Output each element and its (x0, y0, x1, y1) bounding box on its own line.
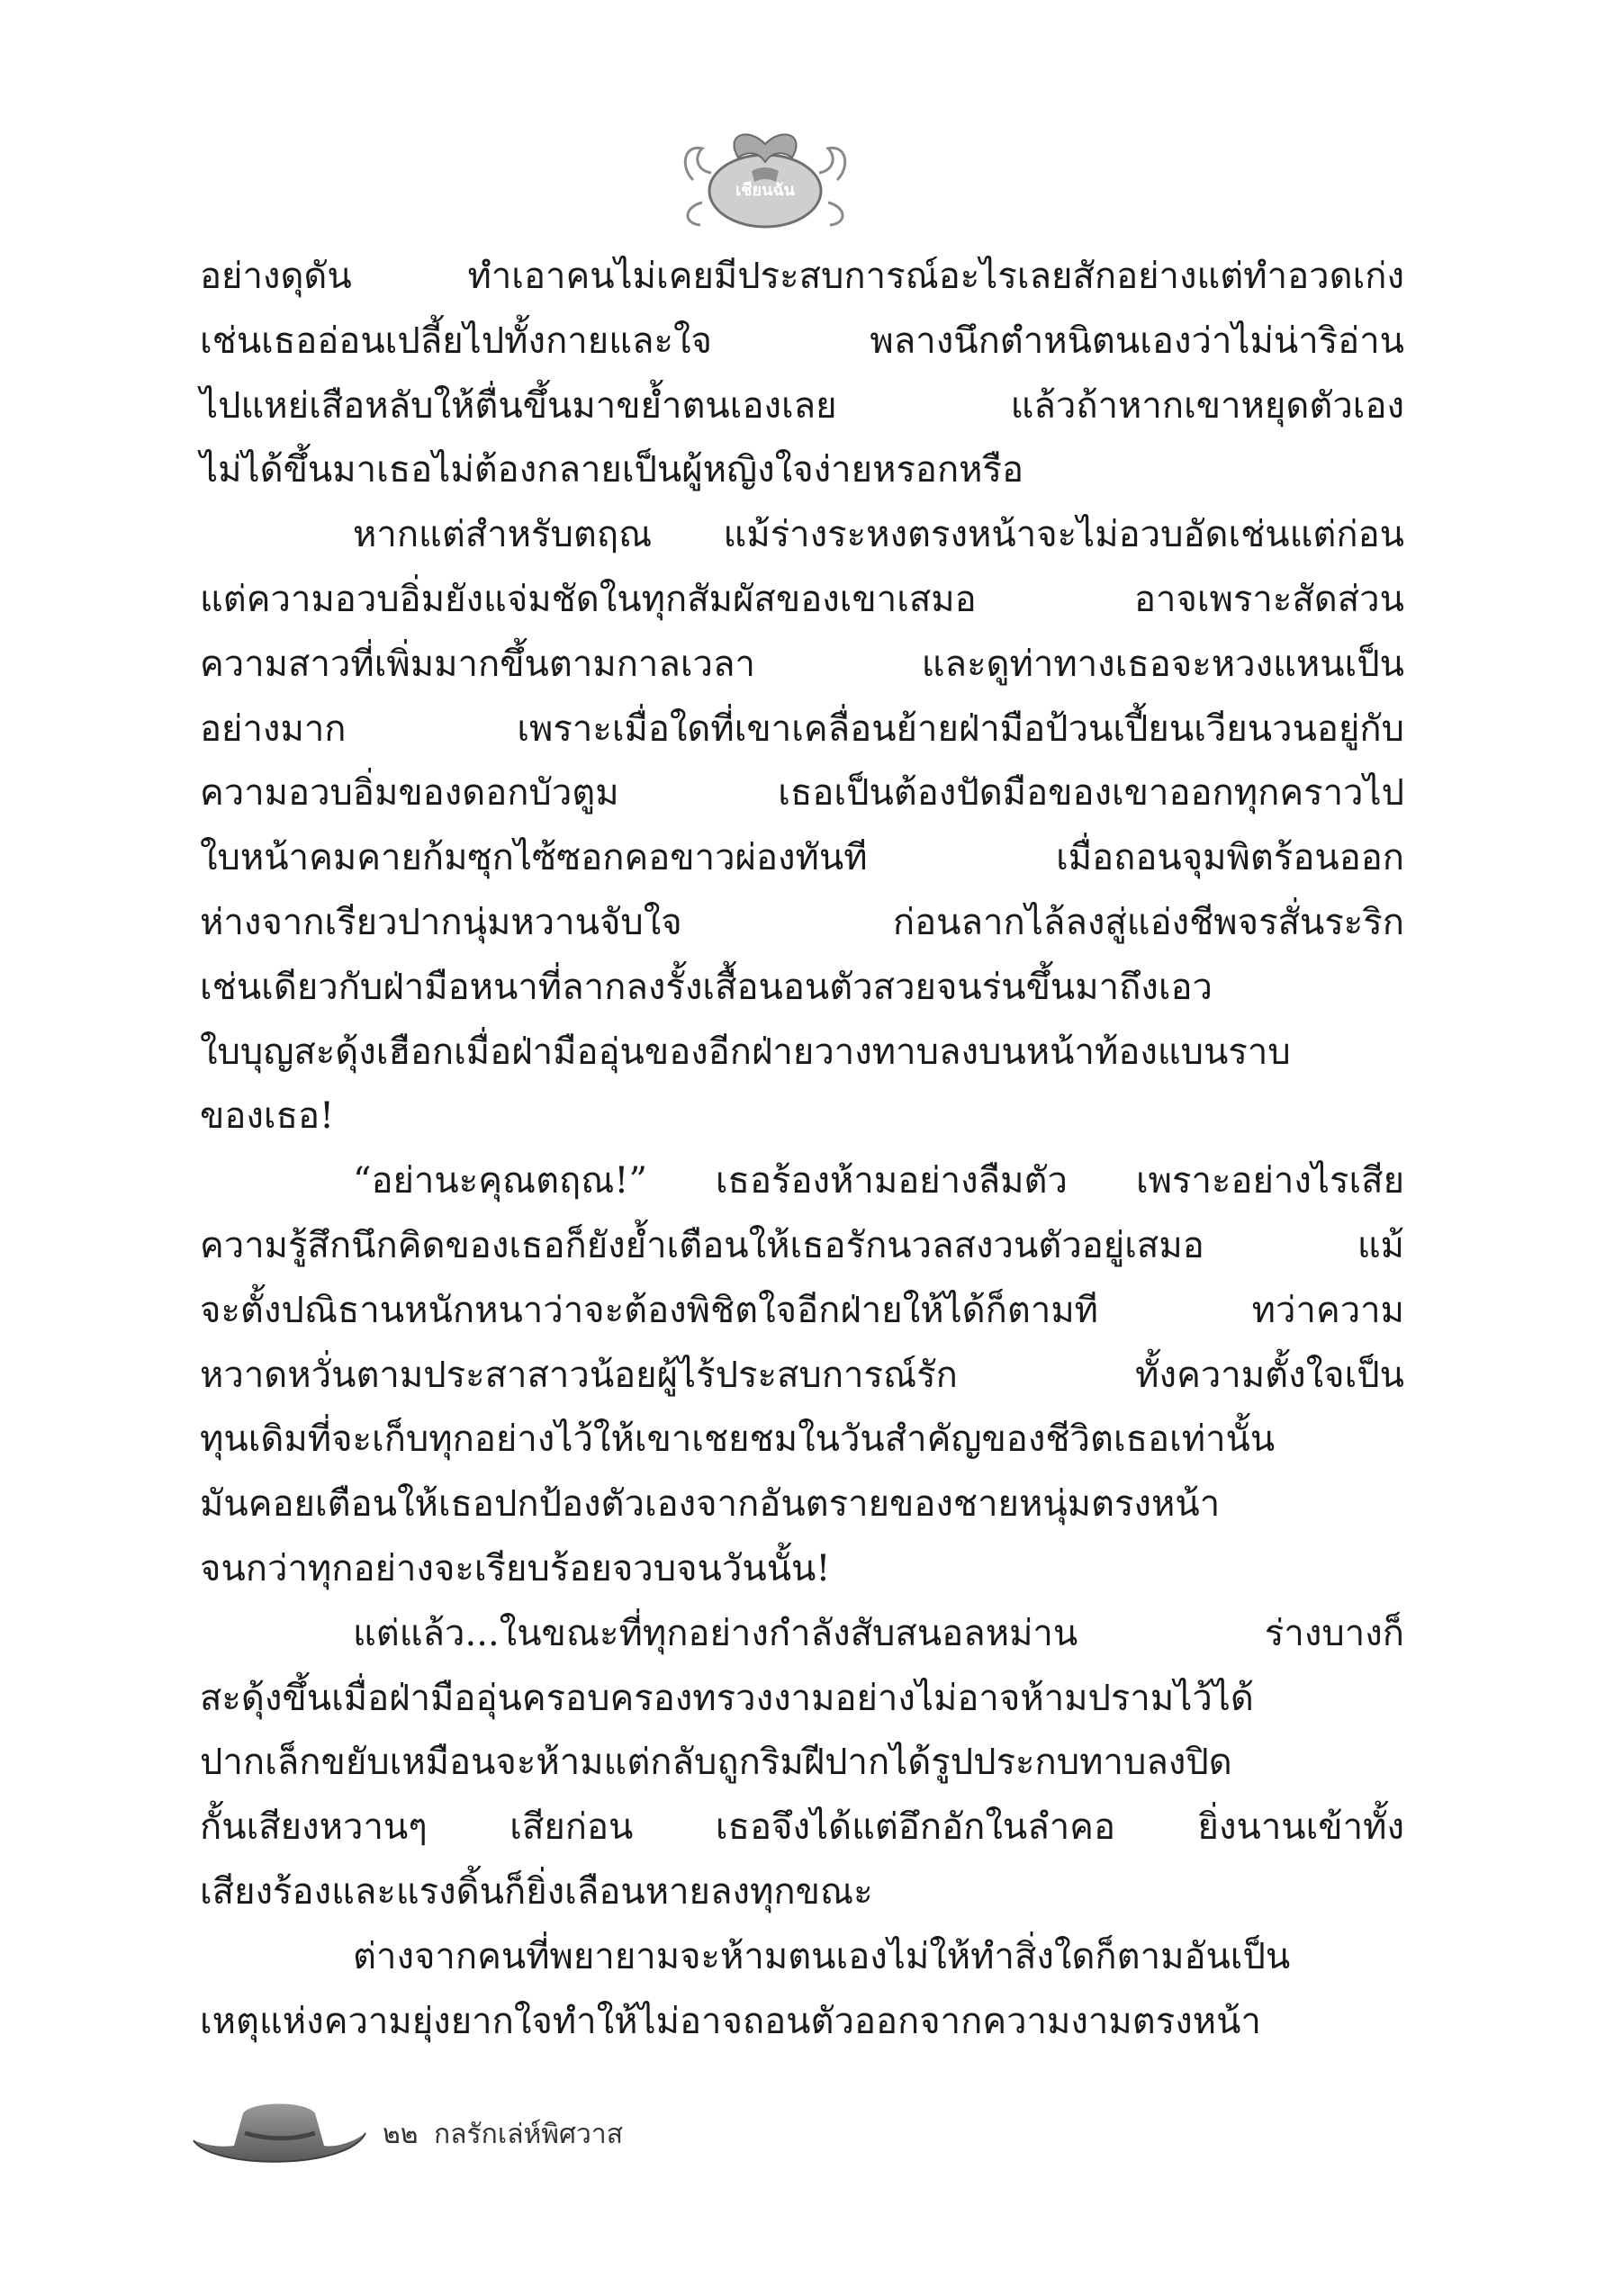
text-line: ความรู้สึกนึกคิดของเธอก็ยังย้ำเตือนให้เธอรักนวลสงวนตัวอยู่เสมอ แม้ (200, 1224, 1404, 1266)
paragraph (200, 503, 1404, 1149)
text-line: ใบบุญสะดุ้งเฮือกเมื่อฝ่ามืออุ่นของอีกฝ่ายวางทาบลงบนหน้าท้องแบนราบ (200, 1031, 1291, 1073)
paragraph (200, 1602, 1404, 1925)
body-text (200, 245, 1404, 2054)
page-footer (189, 2097, 819, 2187)
text-line: ของเธอ! (200, 1095, 335, 1138)
text-line: อย่างดุดัน ทำเอาคนไม่เคยมีประสบการณ์อะไรเลยสักอย่างแต่ทำอวดเก่ง (200, 256, 1404, 297)
text-line: หวาดหวั่นตามประสาสาวน้อยผู้ไร้ประสบการณ์รัก ทั้งความตั้งใจเป็น (200, 1354, 1404, 1396)
text-line: สะดุ้งขึ้นเมื่อฝ่ามืออุ่นครอบครองทรวงงามอย่างไม่อาจห้ามปรามไว้ได้ (200, 1677, 1254, 1719)
cowboy-hat-icon (189, 2097, 369, 2180)
paragraph (200, 1149, 1404, 1602)
text-line: ความอวบอิ่มของดอกบัวตูม เธอเป็นต้องปัดมือของเขาออกทุกคราวไป (200, 772, 1404, 815)
book-title: กลรักเล่ห์พิศวาส (434, 2119, 624, 2150)
text-line: เช่นเธออ่อนเปลี้ยไปทั้งกายและใจ พลางนึกตำหนิตนเองว่าไม่น่าริอ่าน (200, 320, 1404, 362)
text-line: “อย่านะคุณตฤณ!” เธอร้องห้ามอย่างลืมตัว เพราะอย่างไรเสีย (353, 1160, 1404, 1202)
text-line: ไปแหย่เสือหลับให้ตื่นขึ้นมาขย้ำตนเองเลย แล้วถ้าหากเขาหยุดตัวเอง (200, 384, 1404, 427)
header-logo-ornament (675, 117, 855, 234)
text-line: ทุนเดิมที่จะเก็บทุกอย่างไว้ให้เขาเชยชมในวันสำคัญของชีวิตเธอเท่านั้น (200, 1418, 1276, 1461)
text-line: ใบหน้าคมคายก้มซุกไซ้ซอกคอขาวผ่องทันที เมื่อถอนจุมพิตร้อนออก (200, 837, 1404, 879)
text-line: ห่างจากเรียวปากนุ่มหวานจับใจ ก่อนลากไล้ลงสู่แอ่งชีพจรสั่นระริก (200, 901, 1404, 943)
text-line: ต่างจากคนที่พยายามจะห้ามตนเองไม่ให้ทำสิ่งใดก็ตามอันเป็น (353, 1935, 1291, 1977)
paragraph (200, 1925, 1404, 2055)
text-line: แต่ความอวบอิ่มยังแจ่มชัดในทุกสัมผัสของเขาเสมอ อาจเพราะสัดส่วน (200, 578, 1404, 620)
text-line: อย่างมาก เพราะเมื่อใดที่เขาเคลื่อนย้ายฝ่ามือป้วนเปี้ยนเวียนวนอยู่กับ (200, 707, 1404, 750)
logo-text: เชียนฉัน (735, 181, 795, 200)
text-line: เช่นเดียวกับฝ่ามือหนาที่ลากลงรั้งเสื้อนอนตัวสวยจนร่นขึ้นมาถึงเอว (200, 966, 1213, 1008)
paragraph (200, 245, 1404, 503)
text-line: แต่แล้ว...ในขณะที่ทุกอย่างกำลังสับสนอลหม่าน ร่างบางก็ (353, 1612, 1404, 1654)
text-line: จนกว่าทุกอย่างจะเรียบร้อยจวบจนวันนั้น! (200, 1547, 831, 1589)
text-line: ความสาวที่เพิ่มมากขึ้นตามกาลเวลา และดูท่าทางเธอจะหวงแหนเป็น (200, 643, 1404, 685)
text-line: กั้นเสียงหวานๆ เสียก่อน เธอจึงได้แต่อึกอักในลำคอ ยิ่งนานเข้าทั้ง (200, 1806, 1404, 1849)
ornament-icon (675, 117, 855, 234)
text-line: เหตุแห่งความยุ่งยากใจทำให้ไม่อาจถอนตัวออกจากความงามตรงหน้า (200, 2000, 1261, 2042)
text-line: มันคอยเตือนให้เธอปกป้องตัวเองจากอันตรายของชายหนุ่มตรงหน้า (200, 1483, 1221, 1526)
text-line: จะตั้งปณิธานหนักหนาว่าจะต้องพิชิตใจอีกฝ่ายให้ได้ก็ตามที ทว่าความ (200, 1289, 1404, 1331)
page-number: ๒๒ (383, 2119, 419, 2150)
text-line: เสียงร้องและแรงดิ้นก็ยิ่งเลือนหายลงทุกขณะ (200, 1870, 873, 1913)
text-line: ปากเล็กขยับเหมือนจะห้ามแต่กลับถูกริมฝีปากได้รูปประกบทาบลงปิด (200, 1742, 1232, 1784)
text-line: หากแต่สำหรับตฤณ แม้ร่างระหงตรงหน้าจะไม่อวบอัดเช่นแต่ก่อน (353, 514, 1404, 556)
text-line: ไม่ได้ขึ้นมาเธอไม่ต้องกลายเป็นผู้หญิงใจง่ายหรอกหรือ (200, 449, 1024, 491)
